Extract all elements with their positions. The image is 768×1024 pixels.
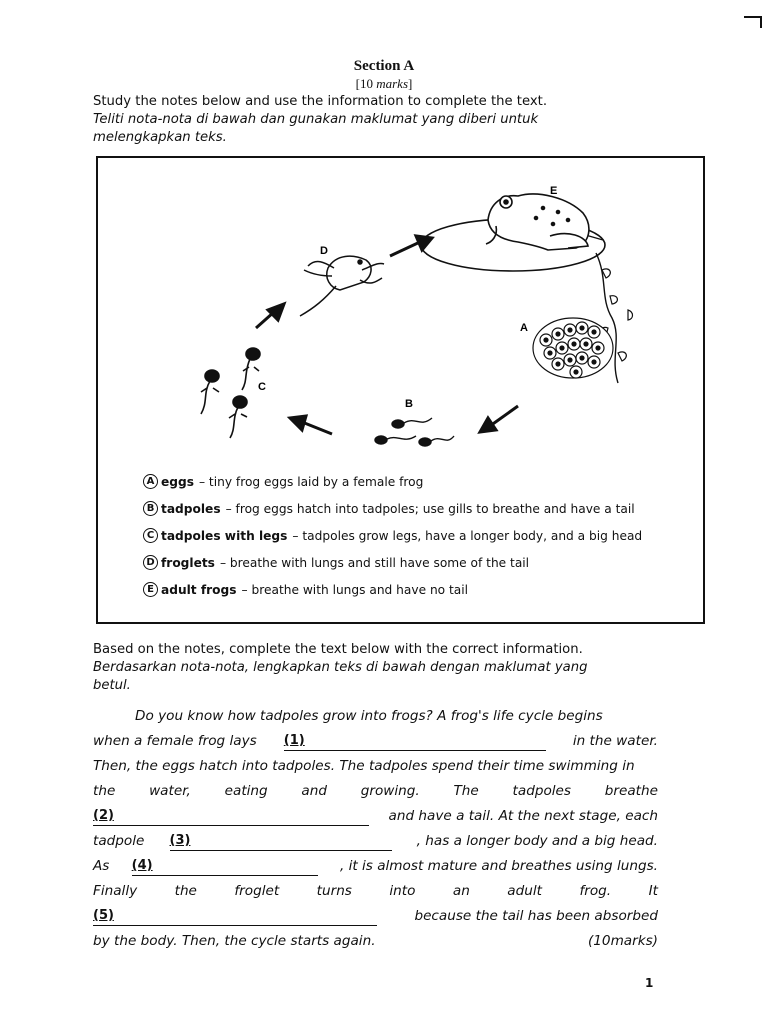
note-term-adult-frogs: adult frogs — [161, 582, 237, 597]
passage-text: by the body. Then, the cycle starts again. — [93, 933, 376, 949]
passage-word: and — [301, 783, 327, 799]
section-title: Section A — [353, 58, 415, 74]
passage-word: adult — [507, 883, 542, 899]
passage-word: breathe — [604, 783, 658, 799]
passage-word: water, — [149, 783, 191, 799]
stage-label-a: A — [520, 322, 528, 334]
note-row-adult-frogs — [143, 576, 703, 603]
note-term-tadpoles: tadpoles — [161, 501, 221, 516]
answer-blank-5[interactable]: (5) — [93, 908, 377, 926]
note-term-eggs: eggs — [161, 474, 194, 489]
stage-label-b: B — [405, 398, 413, 410]
answer-blank-4[interactable]: (4) — [132, 858, 318, 876]
passage-word: It — [648, 883, 658, 899]
passage-text: As — [93, 858, 110, 874]
passage-text: and have a tail. At the next stage, each — [388, 808, 658, 824]
task-malay-line2: betul. — [93, 678, 131, 693]
passage-text: in the water. — [572, 733, 658, 749]
passage-word: growing. — [360, 783, 420, 799]
notes-box — [96, 156, 705, 624]
note-letter-a: A — [143, 474, 158, 489]
passage-word: eating — [224, 783, 268, 799]
passage-line-8 — [93, 883, 658, 903]
tadpoles-illustration — [375, 418, 454, 446]
stage-label-e: E — [550, 185, 558, 197]
passage-text: tadpole — [93, 833, 145, 849]
passage-line-3: Then, the eggs hatch into tadpoles. The tadpoles spend their time swimming in — [93, 758, 635, 774]
page-number: 1 — [645, 976, 654, 990]
marks-label: (10marks) — [587, 933, 658, 949]
answer-blank-3[interactable]: (3) — [170, 833, 392, 851]
passage-line-7 — [93, 858, 658, 878]
passage-word: The — [453, 783, 479, 799]
note-term-froglets: froglets — [161, 555, 215, 570]
task-malay-line1: Berdasarkan nota-nota, lengkapkan teks di bawah dengan maklumat yang — [93, 660, 588, 675]
stage-label-d: D — [320, 245, 328, 257]
note-desc-tadpoles: – frog eggs hatch into tadpoles; use gills to breathe and have a tail — [225, 501, 635, 516]
passage-word: turns — [316, 883, 352, 899]
passage-text: , has a longer body and a big head. — [416, 833, 658, 849]
instruction-malay-line2: melengkapkan teks. — [93, 130, 227, 145]
passage-line-4 — [93, 783, 658, 803]
passage-word: the — [93, 783, 116, 799]
passage-word: into — [389, 883, 416, 899]
notes-legend — [143, 468, 703, 603]
passage-line-9 — [93, 908, 658, 928]
note-desc-eggs: – tiny frog eggs laid by a female frog — [198, 474, 424, 489]
passage-word: Finally — [93, 883, 138, 899]
passage-text: when a female frog lays — [93, 733, 257, 749]
froglet-illustration — [300, 256, 384, 316]
passage-line-10 — [93, 933, 658, 953]
answer-blank-2[interactable]: (2) — [93, 808, 369, 826]
frog-life-cycle-diagram — [98, 158, 703, 458]
note-letter-c: C — [143, 528, 158, 543]
note-term-tadpoles-with-legs: tadpoles with legs — [161, 528, 288, 543]
stage-label-c: C — [258, 381, 266, 393]
note-desc-tadpoles-with-legs: – tadpoles grow legs, have a longer body, and a big head — [292, 528, 643, 543]
passage-line-1: Do you know how tadpoles grow into frogs? A frog's life cycle begins — [135, 708, 603, 724]
passage-word: froglet — [234, 883, 280, 899]
corner-bracket-mark — [744, 14, 766, 28]
note-row-tadpoles-with-legs — [143, 522, 703, 549]
section-marks: [10 marks] — [355, 76, 413, 91]
egg-cluster-illustration — [533, 318, 613, 378]
answer-blank-1[interactable]: (1) — [284, 733, 546, 751]
note-letter-b: B — [143, 501, 158, 516]
tadpoles-with-legs-illustration — [201, 348, 260, 438]
instruction-malay-line1: Teliti nota-nota di bawah dan gunakan maklumat yang diberi untuk — [93, 112, 539, 127]
passage-line-2 — [93, 733, 658, 753]
note-row-tadpoles — [143, 495, 703, 522]
note-letter-d: D — [143, 555, 158, 570]
passage-word: an — [452, 883, 470, 899]
passage-text: because the tail has been absorbed — [414, 908, 658, 924]
passage-text: , it is almost mature and breathes using lungs. — [339, 858, 658, 874]
passage-word: the — [174, 883, 197, 899]
passage-line-5 — [93, 808, 658, 828]
note-desc-froglets: – breathe with lungs and still have some of the tail — [219, 555, 530, 570]
task-english: Based on the notes, complete the text below with the correct information. — [93, 642, 583, 657]
passage-word: tadpoles — [512, 783, 572, 799]
note-row-eggs — [143, 468, 703, 495]
note-row-froglets — [143, 549, 703, 576]
instruction-english: Study the notes below and use the information to complete the text. — [93, 94, 548, 109]
passage-word: frog. — [579, 883, 612, 899]
note-letter-e: E — [143, 582, 158, 597]
note-desc-adult-frogs: – breathe with lungs and have no tail — [241, 582, 469, 597]
passage-line-6 — [93, 833, 658, 853]
